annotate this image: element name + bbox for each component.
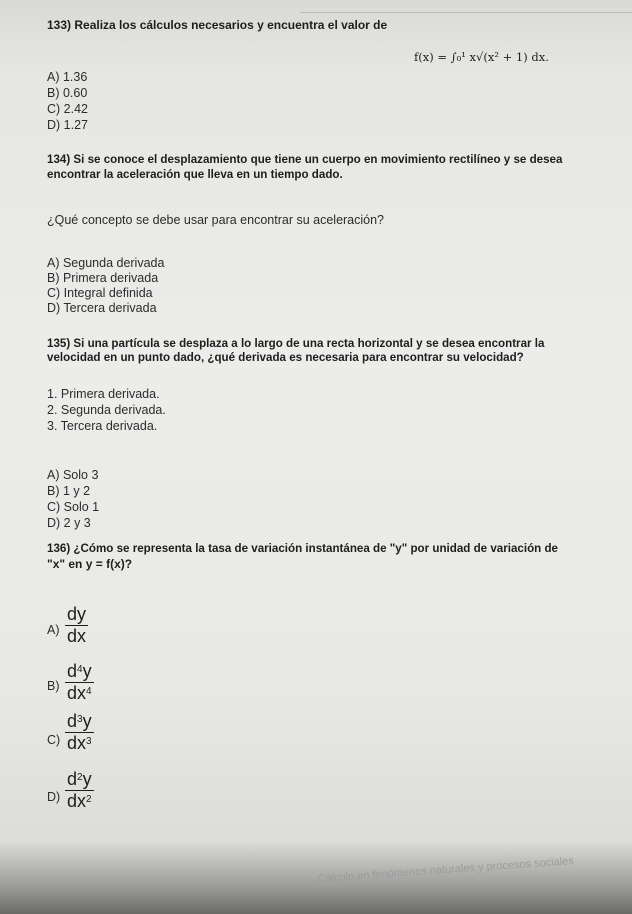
q133-formula-lhs: f(x) =	[414, 50, 448, 64]
q136-heading-line1: 136) ¿Cómo se representa la tasa de variación instantánea de "y" por unidad de variación de	[47, 542, 558, 555]
q133-option-d[interactable]: D) 1.27	[47, 118, 88, 132]
q134-question: ¿Qué concepto se debe usar para encontrar su aceleración?	[47, 213, 385, 227]
q135-option-d[interactable]: D) 2 y 3	[47, 516, 91, 530]
page-top-rule	[300, 12, 632, 13]
q135-option-a[interactable]: A) Solo 3	[47, 468, 99, 482]
q136-option-c-numerator: $d^3y$	[67, 711, 92, 731]
q135-statement-2: 2. Segunda derivada.	[47, 403, 166, 417]
q133-heading: 133) Realiza los cálculos necesarios y encuentra el valor de	[47, 18, 388, 32]
q133-formula	[414, 50, 549, 64]
q133-option-b[interactable]: B) 0.60	[47, 86, 88, 100]
q135-heading-line2: velocidad en un punto dado, ¿qué derivada es necesaria para encontrar su velocidad?	[47, 351, 524, 364]
q136-option-d-denominator: $dx^2$	[67, 791, 92, 811]
q136-option-b-numerator: $d^4y$	[67, 661, 92, 681]
q135-option-c[interactable]: C) Solo 1	[47, 500, 100, 514]
q136-option-c-denominator: $dx^3$	[67, 733, 92, 753]
q134-option-c[interactable]: C) Integral definida	[47, 286, 153, 300]
q135-statement-3: 3. Tercera derivada.	[47, 419, 158, 433]
q133-option-c[interactable]: C) 2.42	[47, 102, 88, 116]
q134-heading-line2: encontrar la aceleración que lleva en un tiempo dado.	[47, 168, 343, 181]
q136-option-c-label[interactable]: C)	[47, 733, 61, 747]
q134-option-b[interactable]: B) Primera derivada	[47, 271, 159, 285]
q136-heading-line2: "x" en y = f(x)?	[47, 557, 133, 571]
q133-formula-integral: ∫₀¹ x√(x² + 1) dx.	[450, 50, 549, 64]
q135-statement-1: 1. Primera derivada.	[47, 387, 160, 401]
q136-option-d-numerator: $d^2y$	[67, 769, 92, 789]
q134-option-a[interactable]: A) Segunda derivada	[47, 256, 165, 270]
q136-option-b-denominator: $dx^4$	[67, 683, 92, 703]
q136-option-d-fraction[interactable]	[65, 770, 94, 811]
q135-heading-line1: 135) Si una partícula se desplaza a lo largo de una recta horizontal y se desea encontrar la	[47, 337, 545, 350]
q136-option-a-label[interactable]: A)	[47, 623, 60, 637]
q136-option-b-label[interactable]: B)	[47, 679, 60, 693]
q136-option-a-denominator: dx	[67, 626, 87, 646]
q136-option-c-fraction[interactable]	[65, 712, 94, 753]
q133-option-a[interactable]: A) 1.36	[47, 70, 88, 84]
q135-option-b[interactable]: B) 1 y 2	[47, 484, 91, 498]
q134-option-d[interactable]: D) Tercera derivada	[47, 301, 157, 315]
q136-option-d-label[interactable]: D)	[47, 790, 61, 804]
page-footer: Cálculo en fenómenos naturales y procesos sociales	[317, 855, 575, 885]
q134-heading-line1: 134) Si se conoce el desplazamiento que tiene un cuerpo en movimiento rectilíneo y se desea	[47, 153, 563, 166]
q136-option-a-fraction[interactable]	[65, 605, 88, 646]
q136-option-b-fraction[interactable]	[65, 662, 94, 703]
q136-option-a-numerator: dy	[67, 604, 87, 624]
